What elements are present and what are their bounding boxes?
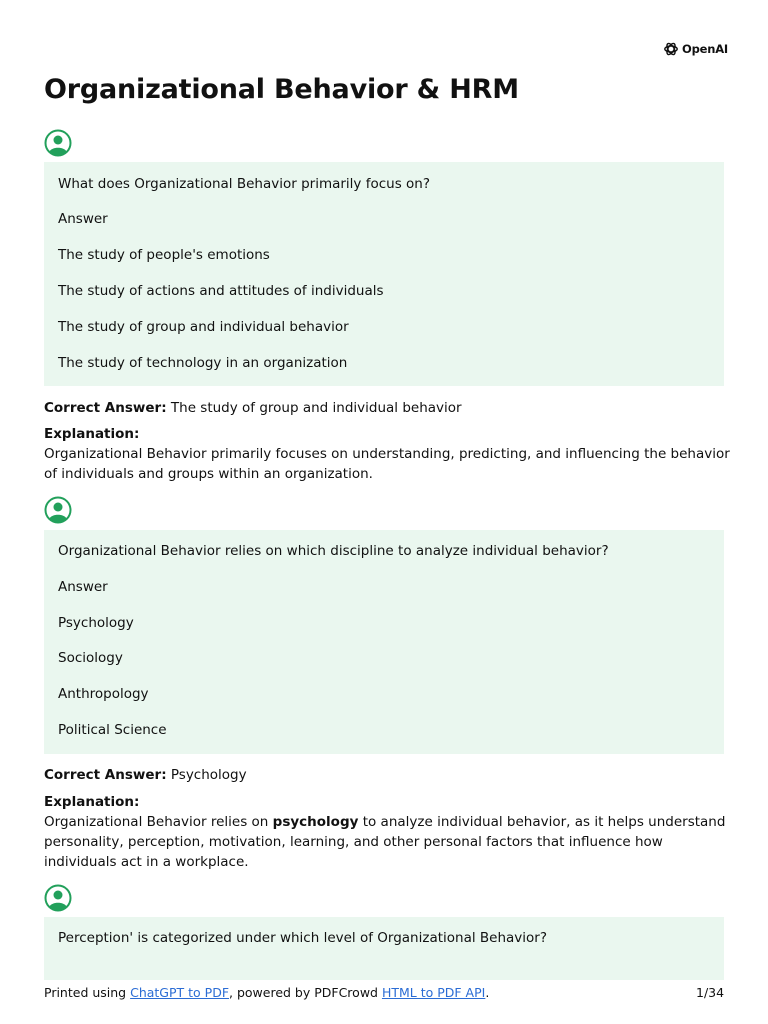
explanation-label: Explanation: bbox=[44, 426, 140, 442]
explanation-text-part: to analyze individual behavior, as it helps understand personality, perception, motivation, learning, and other personal factors that influence how individuals act in a workplace. bbox=[44, 814, 726, 870]
brand-text: OpenAI bbox=[682, 42, 728, 56]
correct-answer-label: Correct Answer: bbox=[44, 400, 167, 416]
page-number: 1/34 bbox=[696, 985, 725, 1000]
answer-option: The study of people's emotions bbox=[58, 247, 270, 263]
user-avatar-icon bbox=[44, 496, 72, 524]
footer-text: , powered by PDFCrowd bbox=[229, 985, 382, 1000]
answer-heading: Answer bbox=[58, 211, 108, 227]
explanation-text-part: Organizational Behavior relies on bbox=[44, 814, 273, 830]
answer-option: The study of group and individual behavior bbox=[58, 319, 349, 335]
footer-text: Printed using bbox=[44, 985, 131, 1000]
question-text: What does Organizational Behavior primarily focus on? bbox=[58, 176, 431, 192]
footer-text: . bbox=[485, 985, 490, 1000]
explanation-text bbox=[44, 812, 734, 872]
question-box bbox=[44, 917, 724, 980]
question-box bbox=[44, 162, 724, 386]
answer-option: Sociology bbox=[58, 650, 123, 666]
correct-answer-value: The study of group and individual behavior bbox=[166, 400, 462, 416]
user-avatar-icon bbox=[44, 884, 72, 912]
answer-option: The study of actions and attitudes of individuals bbox=[58, 283, 384, 299]
chatgpt-to-pdf-link[interactable]: ChatGPT to PDF bbox=[130, 985, 230, 1000]
correct-answer-label: Correct Answer: bbox=[44, 767, 167, 783]
correct-answer bbox=[44, 400, 462, 416]
html-to-pdf-api-link[interactable]: HTML to PDF API bbox=[381, 985, 486, 1000]
brand bbox=[663, 40, 728, 58]
correct-answer bbox=[44, 767, 247, 783]
page-title: Organizational Behavior & HRM bbox=[44, 74, 519, 105]
answer-option: Psychology bbox=[58, 615, 134, 631]
explanation-emphasis: psychology bbox=[272, 814, 359, 830]
answer-option: Political Science bbox=[58, 722, 167, 738]
answer-option: The study of technology in an organization bbox=[58, 355, 348, 371]
correct-answer-value: Psychology bbox=[166, 767, 247, 783]
user-avatar-icon bbox=[44, 129, 72, 157]
explanation-text: Organizational Behavior primarily focuses on understanding, predicting, and influencing the behavior of individuals and groups within an organization. bbox=[44, 446, 730, 482]
question-text: Organizational Behavior relies on which discipline to analyze individual behavior? bbox=[58, 543, 609, 559]
question-text: Perception' is categorized under which level of Organizational Behavior? bbox=[58, 930, 548, 946]
answer-option: Anthropology bbox=[58, 686, 149, 702]
explanation-label: Explanation: bbox=[44, 794, 140, 810]
footer bbox=[44, 985, 489, 1000]
answer-heading: Answer bbox=[58, 579, 108, 595]
question-box bbox=[44, 530, 724, 754]
openai-logo-icon bbox=[663, 41, 679, 57]
